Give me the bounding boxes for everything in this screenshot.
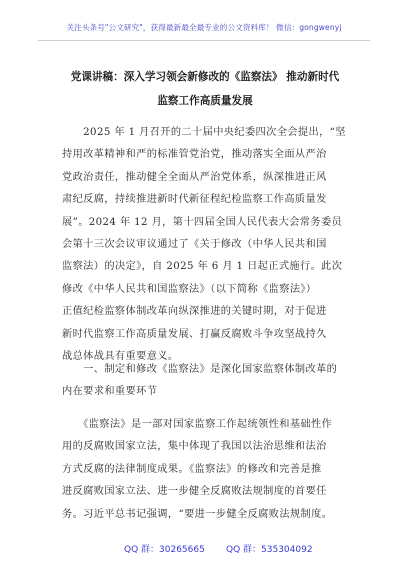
header-notice: 关注头条号"公文研究"，获得最新最全最专业的公文资料库！ 微信：gongwenyj: [66, 23, 342, 32]
section-heading-line: 内在要求和重要环节: [62, 386, 158, 398]
paragraph-line: 2025 年 1 月召开的二十届中央纪委四次全会提出，“坚: [62, 127, 346, 138]
paragraph-line: 展”。2024 年 12 月，第十四届全国人民代表大会常务委员: [62, 216, 343, 228]
paragraph-line: 用的反腐败国家立法，集中体现了我国以法治思维和法治: [62, 441, 327, 453]
paragraph-line: 修改《中华人民共和国监察法》（以下简称《监察法》）: [62, 283, 317, 295]
footer-qq-group-2: QQ 群：535304092: [226, 545, 313, 555]
paragraph-line: 方式反腐的法律制度成果。《监察法》的修改和完善是推: [62, 463, 322, 475]
section-heading-1: [62, 359, 362, 404]
paragraph-line: 进反腐败国家立法、进一步健全反腐败法规制度的首要任: [62, 486, 327, 498]
paragraph-line: 监察法）的决定》，自 2025 年 6 月 1 日起正式施行。此次: [62, 261, 343, 273]
header-divider: [38, 40, 370, 41]
document-title-line-2: 监察工作高质量发展: [157, 95, 253, 107]
footer-qq-group-1: QQ 群：30265665: [124, 545, 205, 555]
paragraph-line: 新时代监察工作高质量发展、打赢反腐败斗争攻坚战持久: [62, 328, 327, 340]
paragraph-line: 肃纪反腐，持续推进新时代新征程纪检监察工作高质量发: [62, 194, 327, 206]
paragraph-line: 《监察法》是一部对国家监察工作起统领性和基础性作: [62, 419, 333, 430]
footer: [0, 542, 408, 558]
paragraph-section-1: [62, 414, 362, 526]
document-title-line-1: 党课讲稿：深入学习领会新修改的《监察法》 推动新时代: [70, 71, 340, 83]
paragraph-line: 正值纪检监察体制改革向纵深推进的关键时期，对于促进: [62, 306, 327, 318]
paragraph-line: 务。习近平总书记强调，“要进一步健全反腐败法规制度。: [62, 508, 333, 520]
section-heading-line: 一、制定和修改《监察法》是深化国家监察体制改革的: [62, 364, 338, 375]
paragraph-line: 持用改革精神和严的标准管党治党，推动落实全面从严治: [62, 149, 327, 161]
paragraph-line: 会第十三次会议审议通过了《关于修改（中华人民共和国: [62, 239, 327, 251]
paragraph-line: 党政治责任，推动健全全面从严治党体系，纵深推进正风: [62, 171, 327, 183]
paragraph-line: 战总体战具有重要意义。: [62, 351, 179, 363]
paragraph-intro: [62, 122, 362, 368]
